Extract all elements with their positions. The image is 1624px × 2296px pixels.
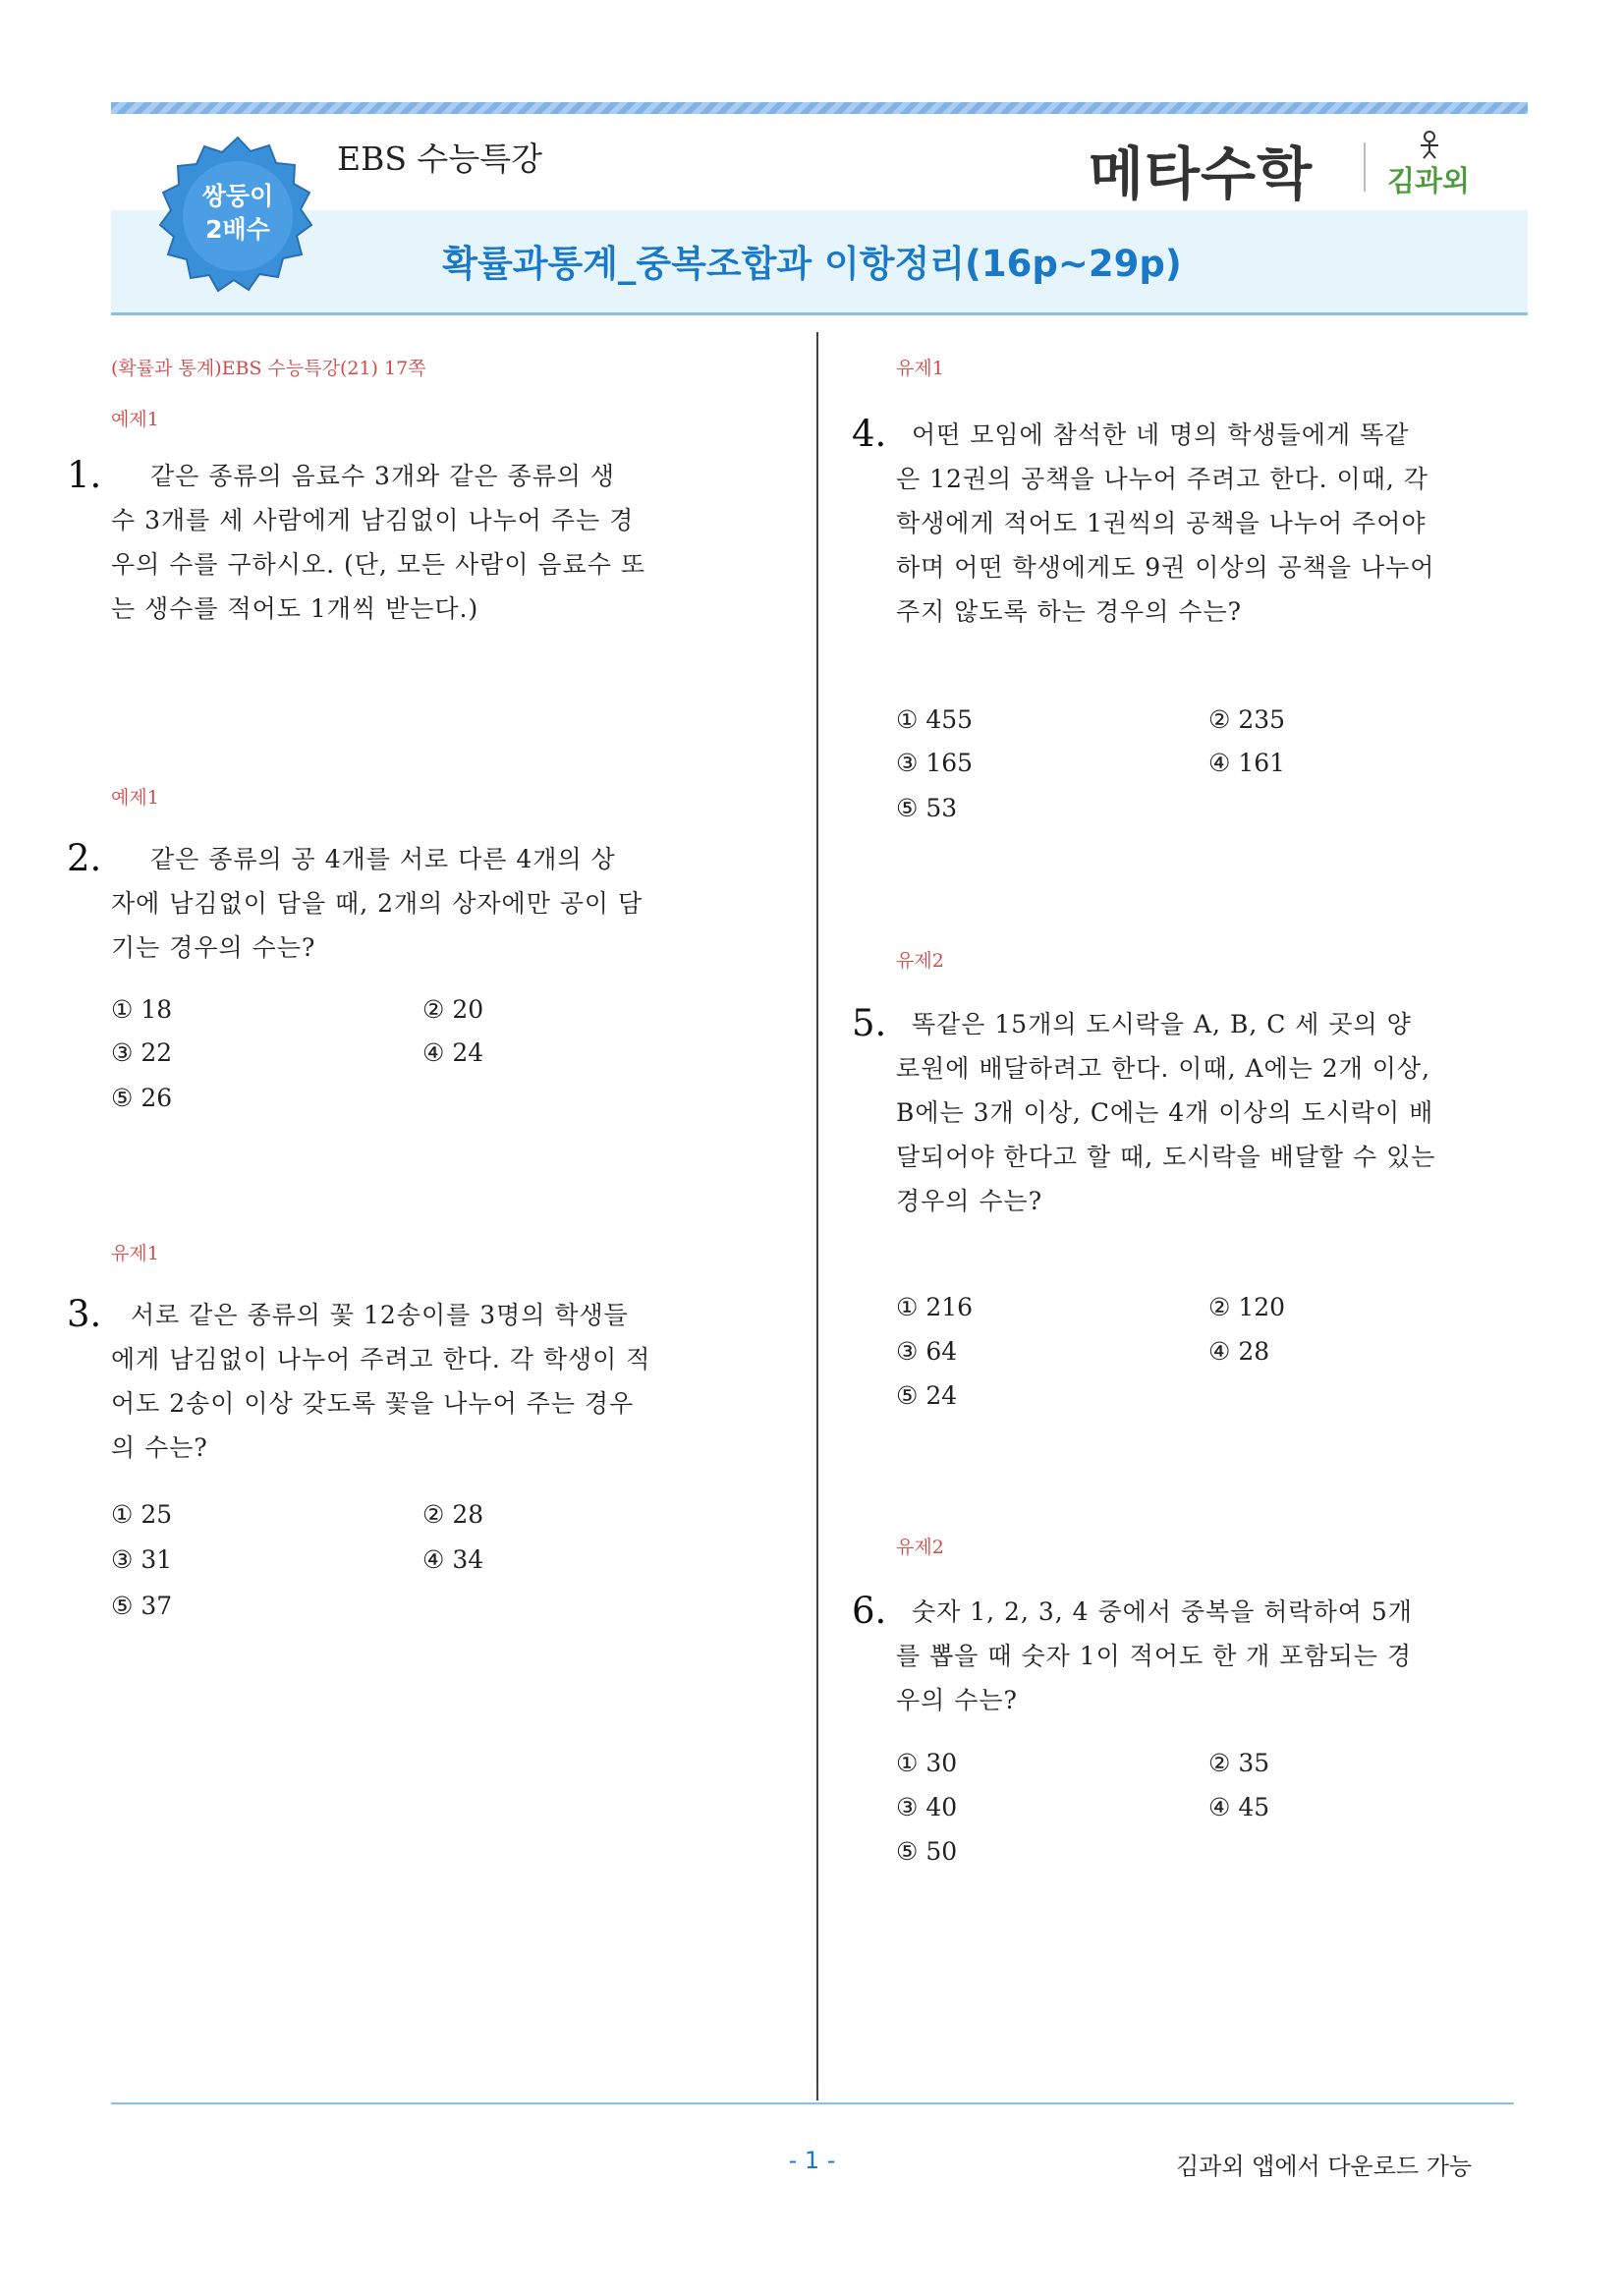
question-number: 1. bbox=[67, 454, 102, 496]
question-text bbox=[111, 1293, 740, 1470]
badge-line-1: 쌍둥이 bbox=[201, 182, 274, 210]
question-line: 경우의 수는? bbox=[896, 1187, 1043, 1215]
answer-option[interactable]: ⑤ 24 bbox=[896, 1381, 958, 1410]
question-line: 은 12권의 공책을 나누어 주려고 한다. 이때, 각 bbox=[896, 465, 1428, 493]
answer-option[interactable]: ③ 40 bbox=[896, 1793, 958, 1821]
header-top-stripe bbox=[111, 102, 1528, 114]
question-tag: 유제2 bbox=[896, 950, 944, 972]
question-number: 5. bbox=[852, 1002, 887, 1044]
question-line: 기는 경우의 수는? bbox=[111, 933, 316, 962]
answer-option[interactable]: ④ 45 bbox=[1208, 1793, 1270, 1821]
question-tag: 유제1 bbox=[896, 358, 944, 379]
question-number: 6. bbox=[852, 1590, 887, 1632]
question-number: 2. bbox=[67, 837, 102, 879]
question-line: 수 3개를 세 사람에게 남김없이 나누어 주는 경 bbox=[111, 506, 635, 534]
answer-option[interactable]: ③ 165 bbox=[896, 749, 974, 777]
brand-sublogo: 김과외 bbox=[1387, 164, 1471, 197]
question-line: 하며 어떤 학생에게도 9권 이상의 공책을 나누어 bbox=[896, 553, 1435, 582]
answer-option[interactable]: ③ 22 bbox=[111, 1038, 173, 1067]
question-line: 에게 남김없이 나누어 주려고 한다. 각 학생이 적 bbox=[111, 1345, 651, 1373]
question-line: 우의 수는? bbox=[896, 1686, 1018, 1714]
question-number: 4. bbox=[852, 413, 887, 455]
page-number: - 1 - bbox=[788, 2147, 836, 2174]
answer-option[interactable]: ① 25 bbox=[111, 1500, 173, 1529]
question-tag: 유제2 bbox=[896, 1537, 944, 1558]
header-divider bbox=[111, 312, 1528, 315]
question-line: 같은 종류의 음료수 3개와 같은 종류의 생 bbox=[150, 462, 615, 490]
footer-divider bbox=[111, 2102, 1514, 2104]
answer-option[interactable]: ① 216 bbox=[896, 1293, 974, 1321]
answer-option[interactable]: ④ 28 bbox=[1208, 1337, 1270, 1366]
question-text bbox=[896, 1590, 1525, 1722]
question-text bbox=[896, 413, 1525, 634]
person-icon bbox=[1415, 130, 1444, 159]
answer-option[interactable]: ① 18 bbox=[111, 995, 173, 1024]
brand-logo: 메타수학 bbox=[1089, 140, 1314, 207]
answer-option[interactable]: ② 120 bbox=[1208, 1293, 1286, 1321]
question-line: 서로 같은 종류의 꽃 12송이를 3명의 학생들 bbox=[131, 1301, 629, 1329]
answer-option[interactable]: ⑤ 37 bbox=[111, 1592, 173, 1620]
question-text bbox=[111, 454, 740, 631]
question-line: 똑같은 15개의 도시락을 A, B, C 세 곳의 양 bbox=[912, 1010, 1412, 1038]
header-subject: EBS 수능특강 bbox=[337, 140, 542, 178]
footer-download-note: 김과외 앱에서 다운로드 가능 bbox=[1176, 2153, 1473, 2180]
answer-option[interactable]: ① 455 bbox=[896, 705, 974, 734]
question-line: 어도 2송이 이상 갖도록 꽃을 나누어 주는 경우 bbox=[111, 1389, 635, 1418]
question-line: B에는 3개 이상, C에는 4개 이상의 도시락이 배 bbox=[896, 1098, 1434, 1127]
answer-option[interactable]: ③ 31 bbox=[111, 1545, 173, 1574]
question-line: 어떤 모임에 참석한 네 명의 학생들에게 똑같 bbox=[912, 420, 1410, 449]
answer-option[interactable]: ② 35 bbox=[1208, 1749, 1270, 1777]
answer-option[interactable]: ③ 64 bbox=[896, 1337, 958, 1366]
answer-option[interactable]: ⑤ 50 bbox=[896, 1837, 958, 1866]
answer-option[interactable]: ① 30 bbox=[896, 1749, 958, 1777]
answer-option[interactable]: ② 235 bbox=[1208, 705, 1286, 734]
question-text bbox=[896, 1002, 1525, 1223]
answer-option[interactable]: ④ 24 bbox=[422, 1038, 484, 1067]
answer-option[interactable]: ② 28 bbox=[422, 1500, 484, 1529]
question-number: 3. bbox=[67, 1293, 102, 1335]
question-line: 숫자 1, 2, 3, 4 중에서 중복을 허락하여 5개 bbox=[912, 1597, 1413, 1626]
question-tag: 유제1 bbox=[111, 1243, 159, 1264]
question-tag: 예제1 bbox=[111, 409, 159, 430]
question-line: 를 뽑을 때 숫자 1이 적어도 한 개 포함되는 경 bbox=[896, 1642, 1412, 1670]
question-line: 는 생수를 적어도 1개씩 받는다.) bbox=[111, 594, 479, 623]
question-line: 의 수는? bbox=[111, 1433, 208, 1462]
question-text bbox=[111, 837, 740, 970]
question-tag: 예제1 bbox=[111, 787, 159, 809]
page-title: 확률과통계_중복조합과 이항정리(16p~29p) bbox=[442, 243, 1182, 285]
question-line: 같은 종류의 공 4개를 서로 다른 4개의 상 bbox=[150, 845, 616, 873]
question-line: 로원에 배달하려고 한다. 이때, A에는 2개 이상, bbox=[896, 1054, 1431, 1083]
question-line: 자에 남김없이 담을 때, 2개의 상자에만 공이 담 bbox=[111, 889, 644, 918]
column-divider bbox=[816, 332, 818, 2100]
question-line: 주지 않도록 하는 경우의 수는? bbox=[896, 597, 1242, 626]
answer-option[interactable]: ④ 34 bbox=[422, 1545, 484, 1574]
source-note: (확률과 통계)EBS 수능특강(21) 17쪽 bbox=[111, 358, 426, 379]
answer-option[interactable]: ② 20 bbox=[422, 995, 484, 1024]
question-line: 학생에게 적어도 1권씩의 공책을 나누어 주어야 bbox=[896, 509, 1427, 537]
question-line: 달되어야 한다고 할 때, 도시락을 배달할 수 있는 bbox=[896, 1143, 1436, 1171]
answer-option[interactable]: ④ 161 bbox=[1208, 749, 1286, 777]
logo-separator bbox=[1364, 142, 1366, 192]
answer-option[interactable]: ⑤ 26 bbox=[111, 1084, 173, 1112]
answer-option[interactable]: ⑤ 53 bbox=[896, 794, 958, 822]
question-line: 우의 수를 구하시오. (단, 모든 사람이 음료수 또 bbox=[111, 550, 645, 579]
badge-line-2: 2배수 bbox=[205, 215, 270, 244]
